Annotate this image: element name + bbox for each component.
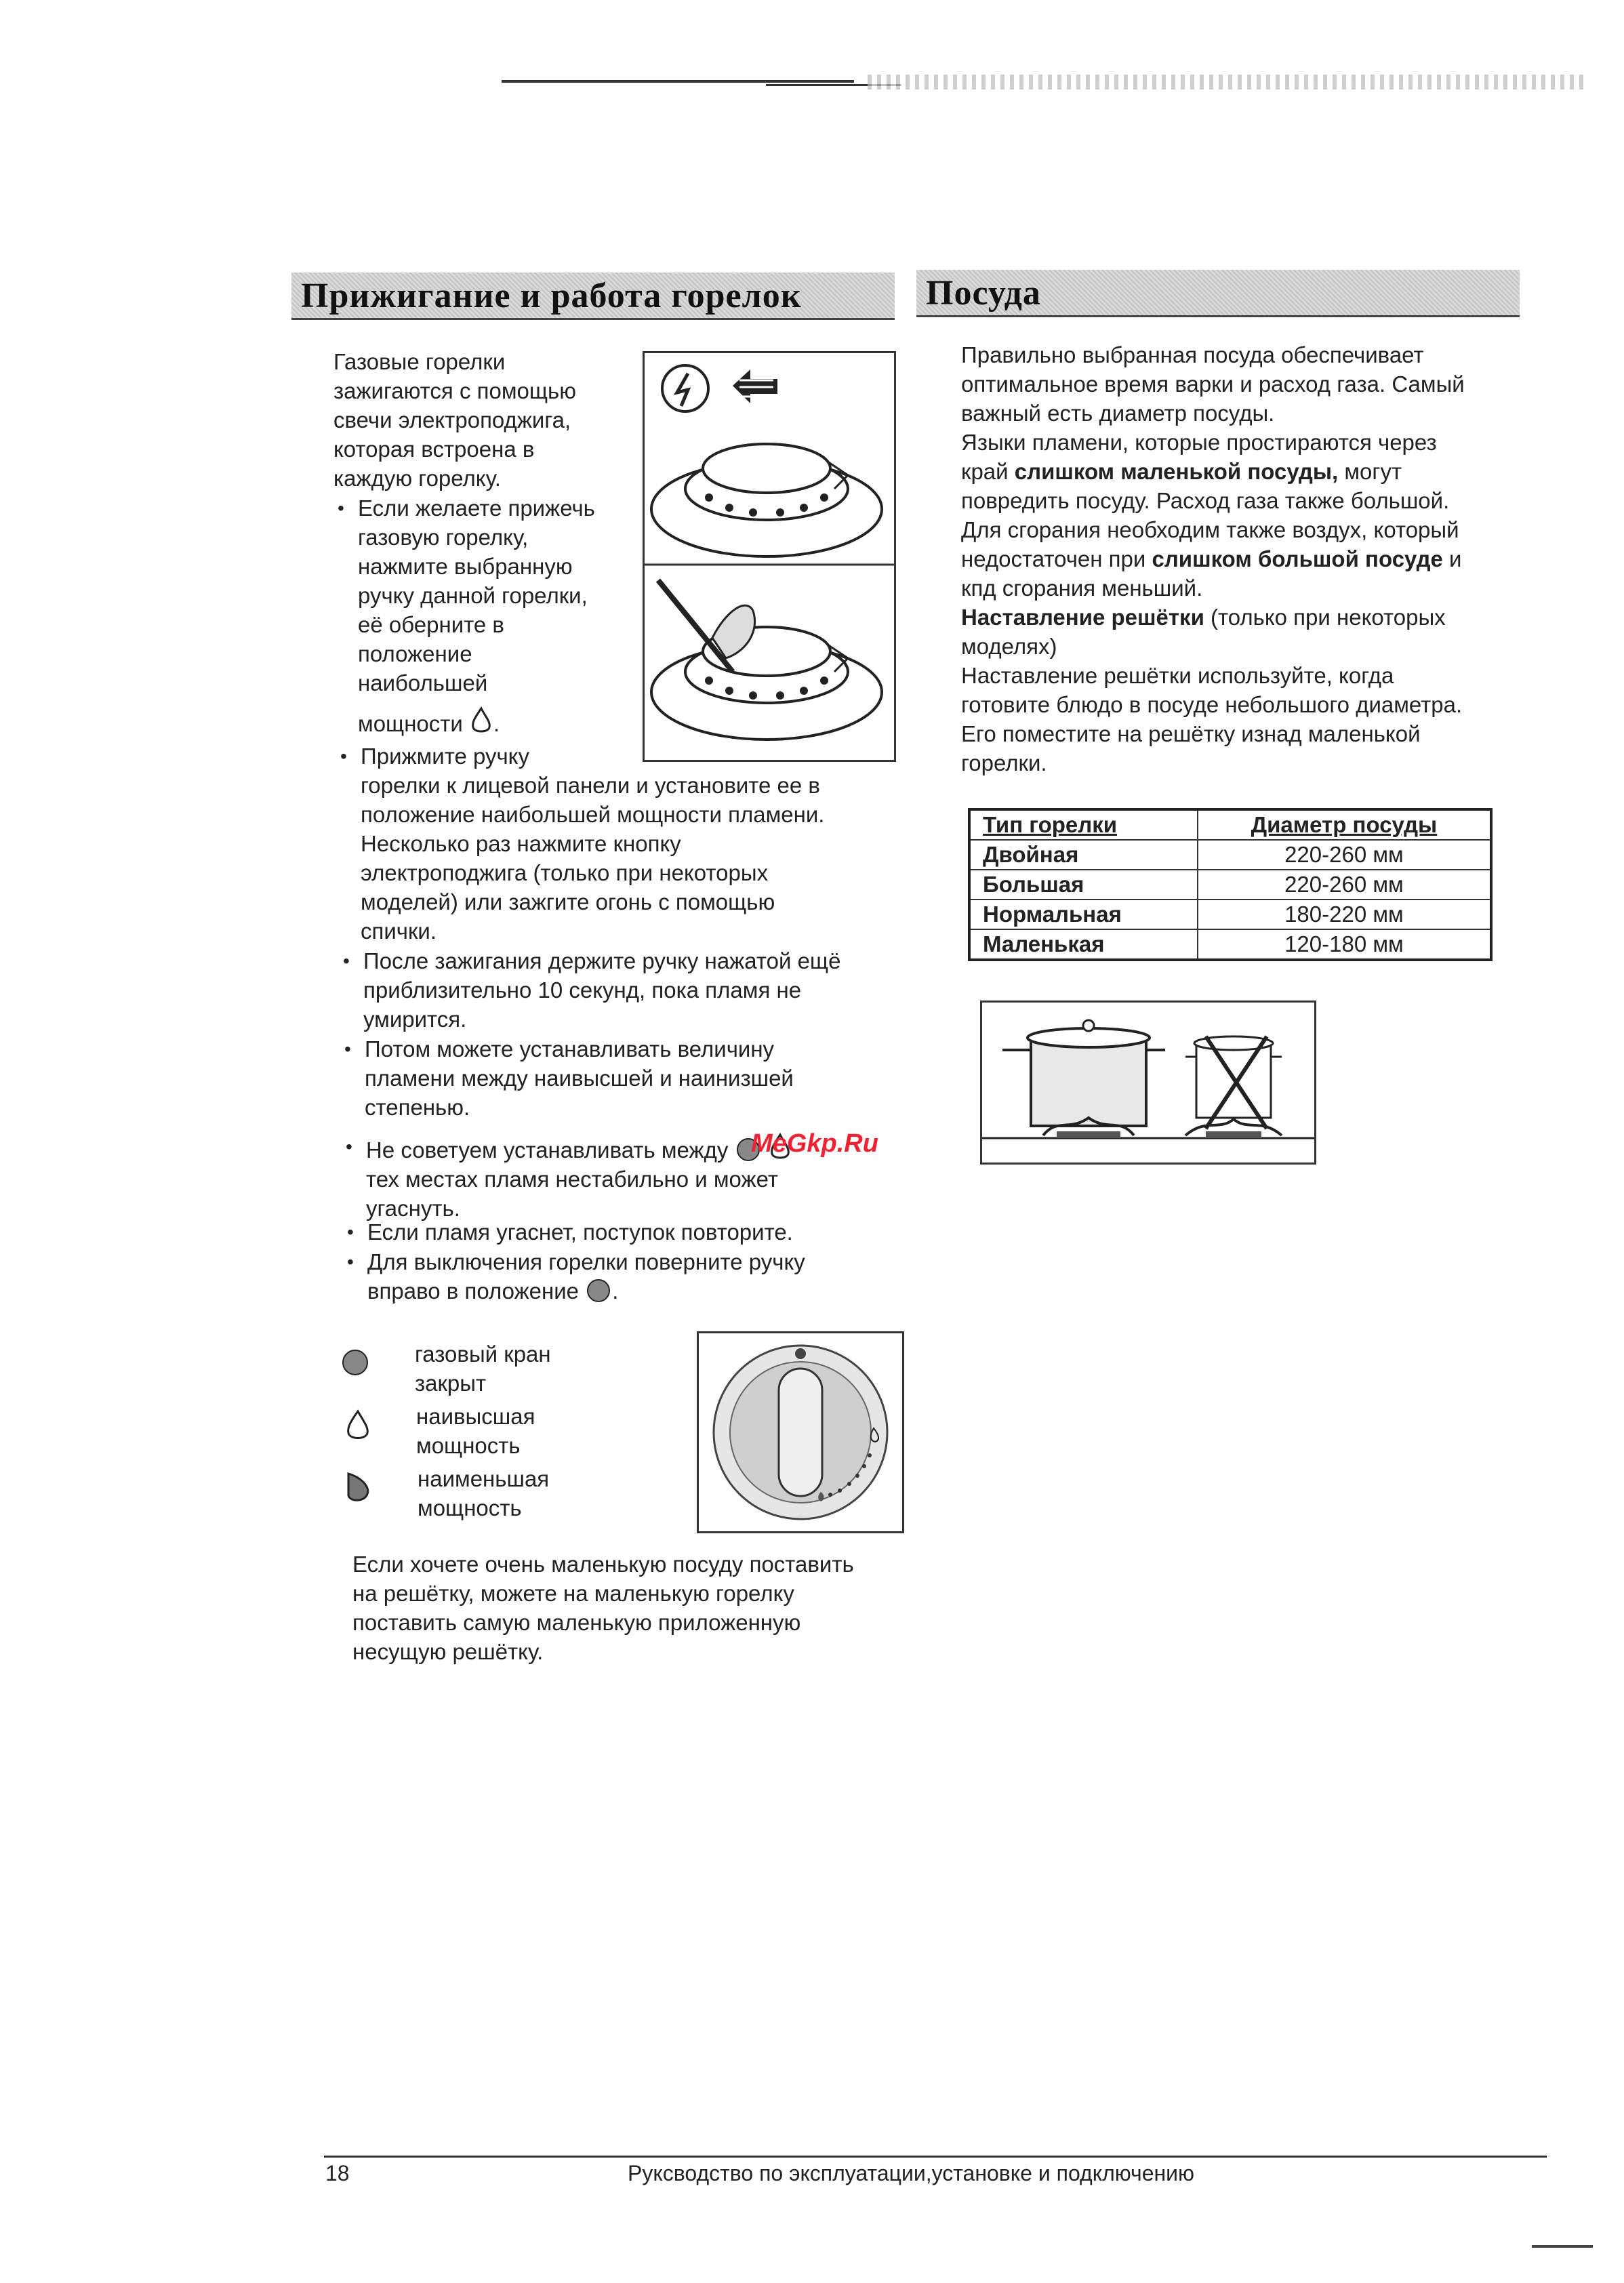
bullet-icon: •: [340, 746, 347, 767]
table-header-row: [969, 809, 1491, 840]
text-emphasis: слишком большой посуде: [1152, 546, 1443, 571]
text-emphasis: слишком маленькой посуды,: [1014, 459, 1339, 484]
text-line: её оберните в: [358, 612, 504, 637]
text-line: Его поместите на решётку изнад маленькой: [961, 721, 1421, 746]
text-line: оптимальное время варки и расход газа. Самый: [961, 371, 1465, 397]
pot-size-figure: [980, 1001, 1316, 1165]
text-line: Для сгорания необходим также воздух, который: [961, 517, 1459, 542]
legend-label: мощность: [416, 1433, 521, 1458]
text-line: Языки пламени, которые простираются через: [961, 430, 1437, 455]
bullet-flame-out: [347, 1217, 793, 1247]
table-cell: 120-180 мм: [1198, 929, 1491, 960]
text-line: повредить посуду. Расход газа также большой.: [961, 488, 1450, 513]
text-line: горелки.: [961, 750, 1047, 775]
text-line: степенью.: [365, 1095, 470, 1120]
bullet-not-recommended: [346, 1132, 792, 1223]
bullet-hold-knob: [343, 946, 841, 1034]
footer-text: Руксводство по эксплуатации,установке и подключению: [628, 2161, 1195, 2185]
bullet-icon: •: [344, 1038, 351, 1059]
flame-small-icon: [343, 1471, 373, 1505]
text-emphasis: Наставление решётки: [961, 605, 1204, 630]
table-row: [969, 900, 1491, 929]
closing-text: [352, 1550, 854, 1666]
text-line: Если пламя угаснет, поступок повторите.: [367, 1219, 793, 1245]
legend-label: мощность: [418, 1495, 522, 1520]
text-line: моделях): [961, 634, 1057, 659]
table-cell: Двойная: [969, 840, 1198, 870]
text-line: наибольшей: [358, 670, 488, 695]
text-line: свечи электроподжига,: [333, 407, 571, 432]
text-line: газовую горелку,: [358, 525, 529, 550]
table-header: Диаметр посуды: [1198, 809, 1491, 840]
section-title: Прижигание и работа горелок: [301, 277, 802, 315]
text-line: Несколько раз нажмите кнопку: [361, 831, 681, 856]
text-line: положение наибольшей мощности пламени.: [361, 802, 825, 827]
spark-icon: [662, 365, 708, 411]
text-line: моделей) или зажгите огонь с помощью: [361, 889, 775, 914]
legend-label: закрыт: [415, 1371, 487, 1396]
text-line: поставить самую маленькую приложенную: [352, 1610, 801, 1635]
text-line: зажигаются с помощью: [333, 378, 576, 403]
bullet-icon: •: [338, 498, 344, 519]
text-line: тех местах пламя нестабильно и может: [366, 1167, 778, 1192]
text-line: Газовые горелки: [333, 349, 506, 374]
legend-label: наивысшая: [416, 1404, 535, 1429]
watermark: MeGkp.Ru: [751, 1129, 878, 1158]
burner-ignition-figure: [643, 351, 896, 762]
text-line: кпд сгорания меньший.: [961, 575, 1203, 601]
text-line: Если хочете очень маленькую посуду поставить: [352, 1552, 854, 1577]
bullet-icon: •: [347, 1251, 354, 1272]
flame-outline-icon: [469, 706, 493, 735]
closed-circle-icon: [585, 1277, 612, 1304]
text-line: (только при некоторых: [1204, 605, 1446, 630]
text-line: ручку данной горелки,: [358, 583, 588, 608]
section-title: Посуда: [926, 274, 1041, 312]
text-line: вправо в положение: [367, 1278, 580, 1304]
table-row: [969, 929, 1491, 960]
page-number: 18: [325, 2161, 350, 2185]
text-line: край: [961, 459, 1015, 484]
text-line: мощности: [358, 711, 463, 736]
scan-noise: [868, 75, 1586, 89]
text-line: несущую решётку.: [352, 1639, 544, 1664]
legend-label: газовый кран: [415, 1341, 551, 1367]
table-row: [969, 870, 1491, 900]
table-cell: Большая: [969, 870, 1198, 900]
text-line: Наставление решётки используйте, когда: [961, 663, 1394, 688]
flame-outline-icon: [343, 1409, 373, 1442]
text-line: недостаточен при: [961, 546, 1152, 571]
closed-circle-icon: [340, 1348, 370, 1377]
text-line: электроподжига (только при некоторых: [361, 860, 769, 885]
text-line: Для выключения горелки поверните ручку: [367, 1249, 805, 1274]
knob-figure: [697, 1331, 904, 1533]
text-line: каждую горелку.: [333, 466, 501, 491]
text-line: на решётку, можете на маленькую горелку: [352, 1581, 794, 1606]
table-cell: 220-260 мм: [1198, 840, 1491, 870]
bullet-press-knob: [340, 742, 825, 946]
table-cell: Маленькая: [969, 929, 1198, 960]
text-line: которая встроена в: [333, 437, 535, 462]
text-line: готовите блюдо в посуде небольшого диаметра.: [961, 692, 1463, 717]
text-line: Прижмите ручку: [361, 744, 529, 769]
bullet-icon: •: [347, 1221, 354, 1242]
text-line: спички.: [361, 918, 437, 944]
legend-label: наименьшая: [418, 1466, 550, 1491]
bullet-adjust-flame: [344, 1034, 794, 1122]
intro-text: [333, 347, 576, 493]
section-header-cookware: [916, 270, 1520, 317]
text-line: важный есть диаметр посуды.: [961, 401, 1275, 426]
cookware-diameter-table: [968, 808, 1493, 961]
bullet-icon: •: [346, 1136, 352, 1157]
text-line: нажмите выбранную: [358, 554, 573, 579]
text-line: приблизительно 10 секунд, пока пламя не: [363, 977, 802, 1003]
bullet-turn-off: • Для выключения горелки поверните ручку вправо в положение .: [367, 1247, 805, 1306]
text-line: могут: [1338, 459, 1402, 484]
text-line: После зажигания держите ручку нажатой ещё: [363, 948, 841, 973]
text-line: горелки к лицевой панели и установите ее в: [361, 773, 820, 798]
text-line: угаснуть.: [366, 1196, 460, 1221]
text-line: Не советуем устанавливать между: [366, 1137, 729, 1163]
table-cell: 220-260 мм: [1198, 870, 1491, 900]
bullet-icon: •: [343, 950, 350, 971]
footer-rule: [324, 2156, 1547, 2158]
table-row: [969, 840, 1491, 870]
text-line: Если желаете прижечь: [358, 496, 595, 521]
table-header: Тип горелки: [969, 809, 1198, 840]
text-line: Правильно выбранная посуда обеспечивает: [961, 342, 1424, 367]
text-line: умирится.: [363, 1007, 467, 1032]
text-line: положение: [358, 641, 472, 666]
section-header-burners: [291, 272, 895, 320]
text-line: Потом можете устанавливать величину: [365, 1036, 775, 1062]
table-cell: Нормальная: [969, 900, 1198, 929]
knob-handle: [779, 1369, 822, 1496]
text-line: пламени между наивысшей и наинизшей: [365, 1066, 794, 1091]
scan-mark: [1532, 2245, 1593, 2248]
top-rule: [502, 80, 854, 83]
table-cell: 180-220 мм: [1198, 900, 1491, 929]
bullet-ignite: • Если желаете прижечь газовую горелку, нажмите выбранную ручку данной горелки, её оберните в положение наибольшей мощности .: [358, 493, 595, 738]
text-line: и: [1442, 546, 1462, 571]
cookware-text: [961, 340, 1517, 777]
correct-pot-icon: [1031, 1038, 1146, 1126]
